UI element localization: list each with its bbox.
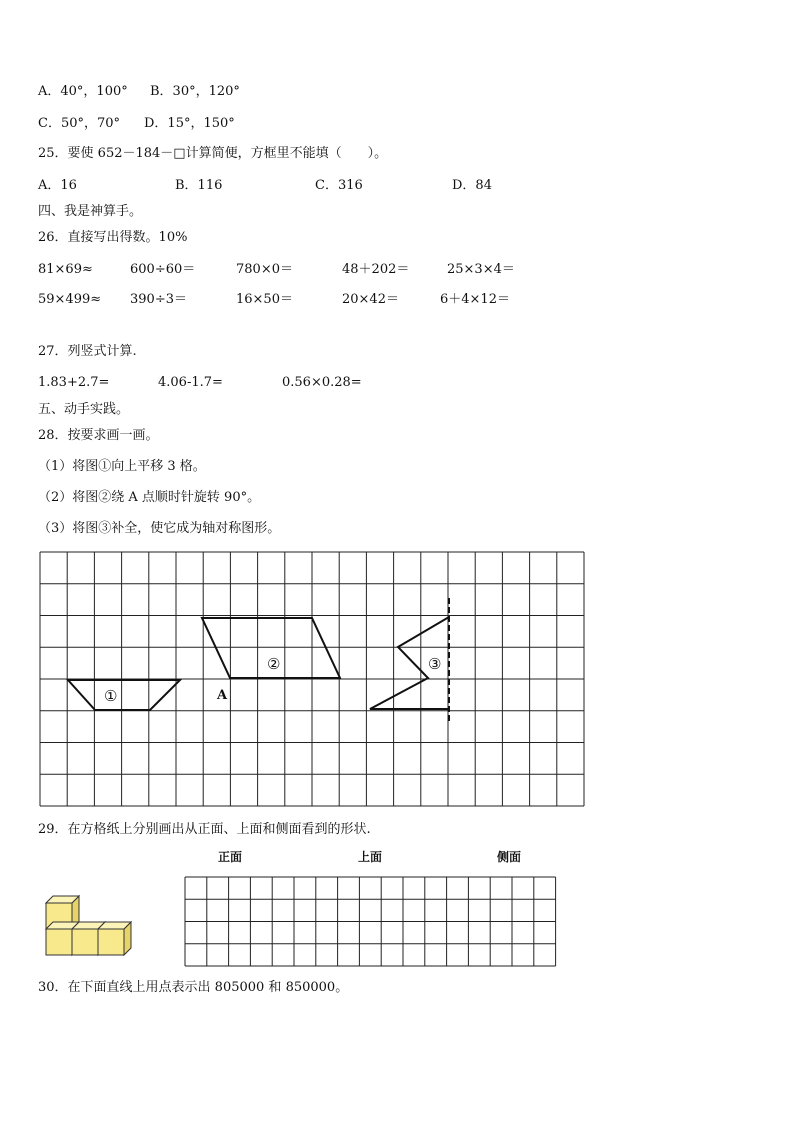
top-view-label: 上面 [358, 850, 383, 864]
q24-option-d: D．15°，150° [144, 116, 235, 131]
q28-stem: 28．按要求画一画。 [38, 428, 159, 443]
q25-option-d: D．84 [452, 178, 492, 193]
q26-item: 25×3×4＝ [447, 262, 515, 277]
q26-item: 48＋202＝ [342, 262, 410, 277]
q26-item: 81×69≈ [38, 262, 93, 277]
q27-stem: 27．列竖式计算. [38, 344, 137, 359]
section-4-heading: 四、我是神算手。 [38, 204, 143, 219]
side-view-label: 侧面 [497, 850, 522, 864]
q30-stem: 30．在下面直线上用点表示出 805000 和 850000。 [38, 980, 349, 995]
cube-front-face [98, 929, 124, 955]
q28-sub1: （1）将图①向上平移 3 格。 [38, 459, 206, 474]
q25-option-b: B．116 [175, 178, 223, 193]
q26-stem: 26．直接写出得数。10% [38, 230, 188, 245]
q26-item: 780×0＝ [236, 262, 293, 277]
q25-option-a: A．16 [38, 178, 77, 193]
q27-item: 1.83+2.7= [38, 375, 110, 390]
q26-item: 6＋4×12＝ [440, 292, 510, 307]
q24-option-b: B．30°，120° [150, 84, 240, 99]
q24-option-c: C．50°，70° [38, 116, 121, 131]
shape-1-label: ① [104, 687, 118, 705]
q27-item: 4.06-1.7= [158, 375, 223, 390]
q26-item: 390÷3＝ [130, 292, 187, 307]
q25-stem: 25．要使 652－184－□计算简便，方框里不能填（ ）。 [38, 146, 388, 161]
cube-figure [46, 896, 131, 955]
q25-option-c: C．316 [315, 178, 363, 193]
shape-2-label: ② [267, 655, 281, 673]
cube-front-face [72, 929, 98, 955]
q26-item: 600÷60＝ [130, 262, 196, 277]
shape-1-trapezoid [68, 680, 180, 710]
q26-item: 59×499≈ [38, 292, 102, 307]
q28-sub3: （3）将图③补全，使它成为轴对称图形。 [38, 521, 281, 536]
front-view-label: 正面 [218, 850, 243, 864]
q27-item: 0.56×0.28= [282, 375, 362, 390]
q29-grid [185, 877, 556, 966]
q28-sub2: （2）将图②绕 A 点顺时针旋转 90°。 [38, 490, 261, 505]
q24-option-a: A．40°，100° [38, 84, 128, 99]
section-5-heading: 五、动手实践。 [38, 402, 130, 417]
q26-item: 16×50＝ [236, 292, 293, 307]
cube-front-face [46, 929, 72, 955]
q29-stem: 29．在方格纸上分别画出从正面、上面和侧面看到的形状. [38, 822, 371, 837]
shape-3-label: ③ [428, 655, 442, 673]
point-a-label: A [217, 688, 228, 703]
q26-item: 20×42＝ [342, 292, 399, 307]
